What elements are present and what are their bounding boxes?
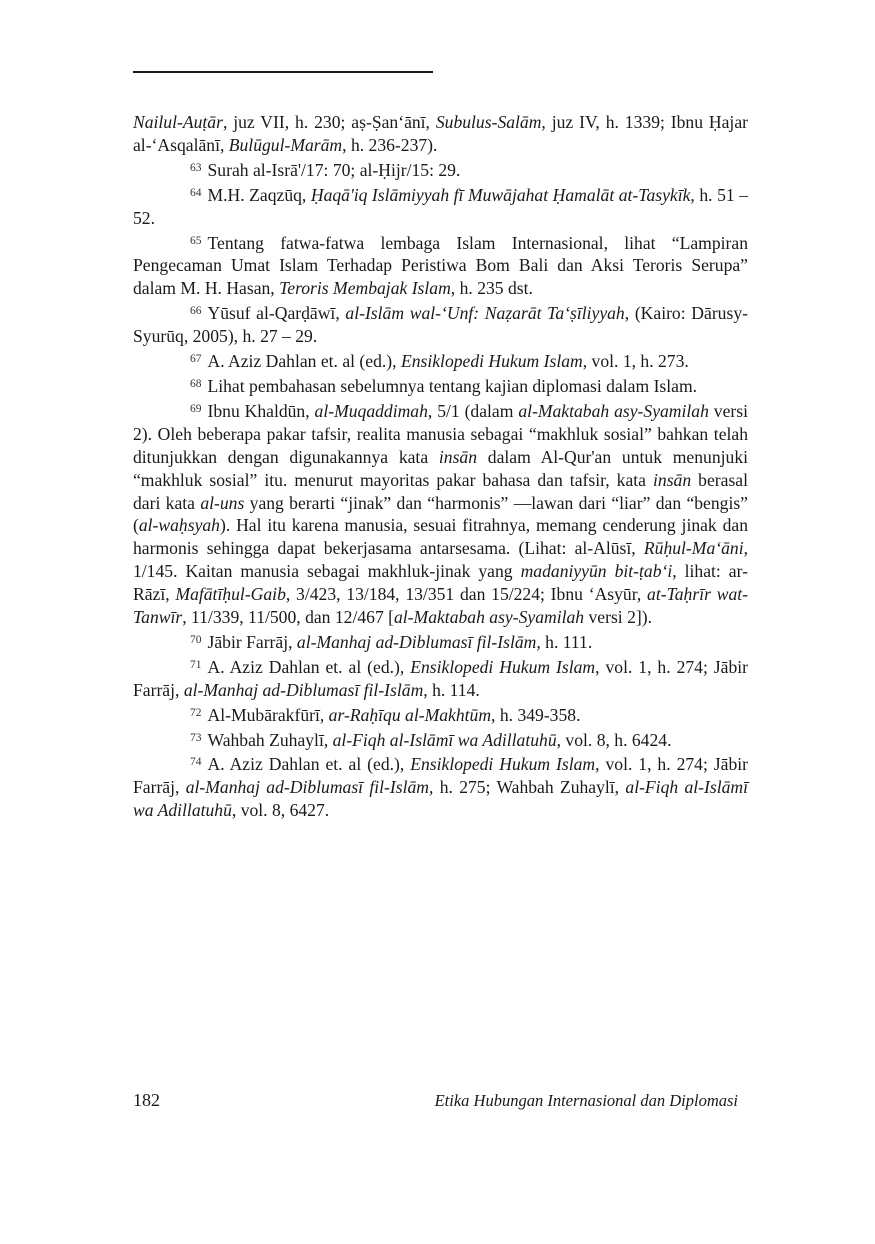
footnote-text: , 5/1 (dalam (427, 400, 519, 421)
footnote-text: Jābir Farrāj, (207, 631, 297, 652)
footnote-71 (133, 654, 748, 702)
footnote-number: 69 (190, 402, 202, 415)
footnote-italic-text: Nailul-Auṭār (133, 112, 223, 132)
footnote-italic-text: Rūḥul-Ma‘āni (643, 538, 744, 559)
footnote-italic-text: insān (438, 446, 478, 467)
footnote-number: 72 (190, 706, 202, 719)
footnote-69 (133, 398, 748, 629)
footnote-number: 67 (190, 353, 202, 366)
footnote-text: , vol. 8, 6427. (231, 800, 330, 821)
footnote-text: , vol. 1, h. 274; Jābir Farrāj, (133, 754, 748, 798)
footnote-70 (133, 629, 748, 654)
footnote-italic-text: at-Taḥrīr wat-Tanwīr (133, 584, 748, 628)
footnote-italic-text: al-Manhaj ad-Diblumasī fil-Islām, (296, 631, 541, 652)
footnote-number: 73 (190, 731, 202, 744)
footnote-number: 71 (190, 658, 202, 671)
footnote-italic-text: al-Islām wal-‘Unf: Naẓarāt Ta‘ṣīliyyah (345, 303, 625, 324)
footnote-text: versi 2]). (584, 607, 652, 628)
footnote-separator (133, 71, 433, 73)
footnote-text: , 1/145. Kaitan manusia sebagai makhluk-jinak yang (133, 538, 748, 582)
footnote-text: h. 111. (540, 631, 593, 652)
footnote-italic-text: al-Muqaddimah (314, 400, 428, 421)
footnote-66 (133, 300, 748, 348)
footnote-63 (133, 157, 748, 182)
footnote-text: versi 2). Oleh beberapa pakar tafsir, realita manusia sebagai “makhluk sosial” bahkan telah ditunjukkan dengan digunakannya kata (133, 400, 748, 467)
footnote-italic-text: Mafātīḥul-Gaib (175, 584, 286, 605)
footnote-text: ). Hal itu karena manusia, sesuai fitrahnya, memang cenderung jinak dan harmonis sehingga dapat bekerjasama antarsesama. (Lihat: al-Alūsī, (133, 515, 748, 559)
footnote-68 (133, 373, 748, 398)
footnote-number: 63 (190, 161, 202, 174)
footnote-text: M.H. Zaqzūq, (207, 184, 311, 205)
footnote-74 (133, 751, 748, 822)
footnote-text: Surah al-Isrā'/17: 70; al-Ḥijr/15: 29. (207, 159, 461, 180)
footnote-number: 66 (190, 305, 202, 318)
footnote-number: 64 (190, 186, 202, 199)
footnote-italic-text: al-waḥsyah (138, 515, 220, 536)
footnote-text: , juz VII, h. 230; aṣ-Ṣan‘ānī, (222, 112, 436, 132)
footnote-65 (133, 230, 748, 301)
footnote-text: A. Aziz Dahlan et. al (ed.), (207, 656, 411, 677)
footnote-text: , h. 236-237). (342, 134, 438, 155)
footnote-text: Lihat pembahasan sebelumnya tentang kajian diplomasi dalam Islam. (207, 375, 698, 396)
footnote-text: , h. 235 dst. (450, 278, 533, 299)
footnote-text: Wahbah Zuhaylī, (207, 729, 333, 750)
footnote-list (133, 157, 748, 822)
footnote-italic-text: al-Fiqh al-Islāmī wa Adillatuhū (332, 729, 557, 750)
footnote-text: , lihat: ar-Rāzī, (133, 561, 748, 605)
footnote-text: , vol. 8, h. 6424. (556, 729, 672, 750)
footnote-text: , juz IV, h. 1339; Ibnu Ḥajar al-‘Asqalānī, (133, 112, 748, 155)
footnote-italic-text: Ensiklopedi Hukum Islam (410, 754, 596, 775)
footnote-text: Yūsuf al-Qarḍāwī, (207, 303, 346, 324)
footnote-text: dalam Al-Qur'an untuk menunjuki “makhluk sosial” itu. menurut mayoritas pakar bahasa dan tafsir, kata (133, 446, 748, 490)
footnote-text: h. 114. (427, 679, 480, 700)
footnote-number: 65 (190, 234, 202, 247)
footnote-text: , 11/339, 11/500, dan 12/467 [ (182, 607, 394, 628)
footnote-number: 68 (190, 377, 202, 390)
footnote-text: yang berarti “jinak” dan “harmonis” —lawan dari “liar” dan “bengis” ( (133, 492, 748, 536)
footnote-text: A. Aziz Dahlan et. al (ed.), (207, 754, 411, 775)
footnote-text: , h. 51 – 52. (133, 184, 748, 228)
footnote-italic-text: ar-Raḥīqu al-Makhtūm (328, 704, 492, 725)
footnote-64 (133, 182, 748, 230)
footnote-italic-text: al-Manhaj ad-Diblumasī fil-Islām, (183, 679, 428, 700)
footnote-italic-text: Subulus-Salām (435, 112, 542, 132)
footnote-italic-text: insān (653, 469, 692, 490)
page-number: 182 (133, 1090, 160, 1110)
footnote-continuation (133, 111, 748, 157)
footnote-italic-text: Bulūgul-Marām (228, 134, 343, 155)
footnote-italic-text: al-Fiqh al-Islāmī wa Adillatuhū (133, 777, 748, 821)
footnote-italic-text: al-Manhaj ad-Diblumasī fil-Islām, (185, 777, 434, 798)
footnote-67 (133, 348, 748, 373)
footnote-text: , 3/423, 13/184, 13/351 dan 15/224; Ibnu ‘Asyūr, (285, 584, 648, 605)
footnote-text: , h. 349-358. (491, 704, 581, 725)
footnote-italic-text: Ensiklopedi Hukum Islam (400, 351, 583, 372)
footnote-italic-text: Ḥaqā'iq Islāmiyyah fī Muwājahat Ḥamalāt at-Tasykīk (310, 184, 691, 205)
footnote-italic-text: Ensiklopedi Hukum Islam (410, 656, 596, 677)
footnotes-block (133, 111, 748, 822)
footnote-text: Al-Mubārakfūrī, (207, 704, 329, 725)
footnote-italic-text: al-Maktabah asy-Syamilah (394, 607, 585, 628)
footnote-text: A. Aziz Dahlan et. al (ed.), (207, 351, 401, 372)
footnote-73 (133, 727, 748, 752)
footnote-text: Tentang fatwa-fatwa lembaga Islam Internasional, lihat “Lampiran Pengecaman Umat Islam Terhadap Peristiwa Bom Bali dan Aksi Teroris Serupa” dalam M. H. Hasan, (133, 232, 748, 299)
footnote-text: berasal dari kata (133, 469, 749, 513)
running-title: Etika Hubungan Internasional dan Diplomasi (434, 1091, 738, 1110)
footnote-italic-text: madaniyyūn bit-ṭab‘i (520, 561, 673, 582)
footnote-italic-text: al-Maktabah asy-Syamilah (518, 400, 709, 421)
footnote-italic-text: al-uns (200, 492, 245, 513)
footnote-number: 70 (190, 633, 202, 646)
footnote-text: Ibnu Khaldūn, (207, 400, 315, 421)
footnote-text: , vol. 1, h. 274; Jābir Farrāj, (133, 656, 748, 700)
footnote-text: h. 275; Wahbah Zuhaylī, (433, 777, 626, 798)
footnote-italic-text: Teroris Membajak Islam (279, 278, 451, 299)
footnote-text: , (Kairo: Dārusy-Syurūq, 2005), h. 27 – 29. (133, 303, 748, 347)
footnote-text: , vol. 1, h. 273. (582, 351, 689, 372)
footnote-72 (133, 702, 748, 727)
footnote-number: 74 (190, 756, 202, 769)
